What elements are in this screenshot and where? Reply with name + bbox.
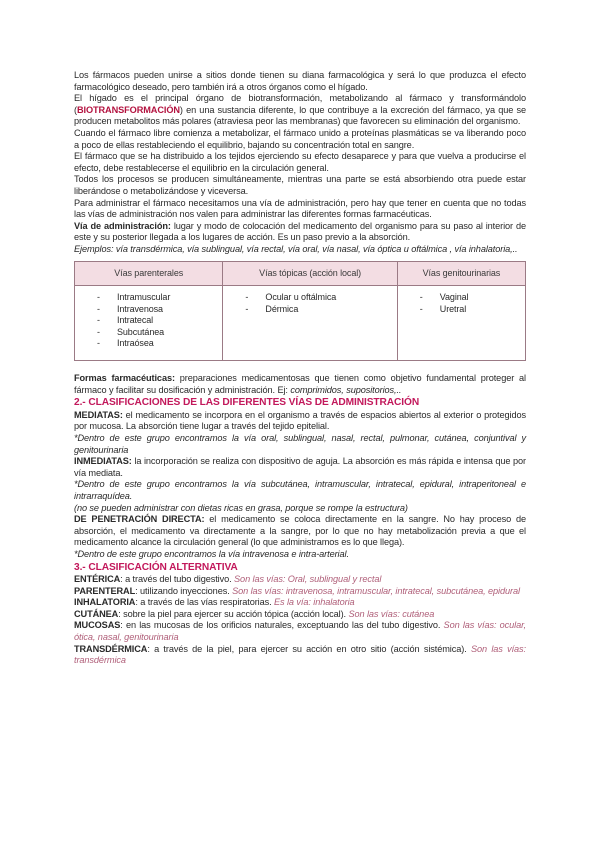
table-header-cell: Vías parenterales <box>75 261 223 286</box>
definition-formas-farmaceuticas <box>74 373 526 396</box>
text-segment: : sobre la piel para ejercer su acción tópica (acción local). <box>118 608 349 619</box>
definition-inmediatas <box>74 456 526 479</box>
text-segment: el medicamento se coloca directamente en la sangre. No hay proceso de absorción, el medicamento va directamente a la sangre, por lo que no hay metabolización previa a que el medicamento alcance la circulación general (lo que administramos es lo que llega). <box>74 514 526 548</box>
formas-examples: comprimidos, supositorios,.. <box>290 384 402 395</box>
vias-mucosas: Son las vías: ocular, ótica, nasal, genitourinaria <box>74 620 527 643</box>
list-item: - Intravenosa <box>97 304 218 316</box>
term-inhalatoria: INHALATORIA <box>74 597 136 608</box>
vias-table <box>74 261 526 362</box>
list-item: - Intraósea <box>97 338 218 350</box>
text-segment: la incorporación se realiza con dispositivo de aguja. La absorción es más rápida e intensa que por vía mediata. <box>74 456 526 478</box>
text-segment: : en las mucosas de los orificios naturales, exceptuando las del tubo digestivo. <box>120 620 444 631</box>
term-mucosas: MUCOSAS <box>74 620 121 631</box>
table-header-row <box>75 261 526 286</box>
table-cell-genitourinarias <box>397 286 525 361</box>
definition-mediatas <box>74 410 526 433</box>
definition-via-administracion <box>74 221 526 244</box>
item-mucosas <box>74 620 526 643</box>
paragraph-procesos: Todos los procesos se producen simultáneamente, mientras una parte se está absorbiendo otra puede estar liberándose o metabolizándose y viceversa. <box>74 174 526 196</box>
term-enterica: ENTÉRICA <box>74 574 121 585</box>
term-parenteral: PARENTERAL <box>74 585 136 596</box>
vias-transdermica: Son las vías: transdérmica <box>74 643 526 666</box>
term-biotransformacion: BIOTRANSFORMACIÓN <box>76 104 180 115</box>
list-item: - Subcutánea <box>97 327 218 339</box>
item-inhalatoria <box>74 597 526 609</box>
list-item: - Intratecal <box>97 315 218 327</box>
text-segment: : utilizando inyecciones. <box>135 585 233 596</box>
list-genitourinarias <box>402 292 521 315</box>
vias-enterica: Son las vías: Oral, sublingual y rectal <box>234 574 382 585</box>
term-penetracion-directa: DE PENETRACIÓN DIRECTA: <box>74 514 205 525</box>
section-2-heading: 2.- CLASIFICACIONES DE LAS DIFERENTES VÍAS DE ADMINISTRACIÓN <box>74 397 420 409</box>
list-item: - Vaginal <box>420 292 521 304</box>
item-transdermica <box>74 644 526 667</box>
list-parenterales <box>79 292 218 350</box>
term-via-administracion: Vía de administración: <box>74 220 171 231</box>
table-row <box>75 286 526 361</box>
vias-inhalatoria: Es la vía: inhalatoria <box>274 597 355 608</box>
note-penetracion-directa: *Dentro de este grupo encontramos la vía intravenosa e intra-arterial. <box>74 548 349 559</box>
text-segment: El hígado es el principal órgano de biotransformación, metabolizando al fármaco y transformándolo ( <box>74 93 526 115</box>
text-segment: : a través de las vías respiratorias. <box>135 597 275 608</box>
term-transdermica: TRANSDÉRMICA <box>74 643 148 654</box>
note-inmediatas: *Dentro de este grupo encontramos la vía subcutánea, intramuscular, intratecal, epidural, intraperitoneal e intrarraquídea. <box>74 479 526 501</box>
item-cutanea <box>74 609 526 621</box>
paragraph-administrar: Para administrar el fármaco necesitamos una vía de administración, pero hay que tener en cuenta que no todas las vías de administración nos valen para administrar las diferentes formas farmacéuticas. <box>74 197 526 220</box>
item-enterica <box>74 574 526 586</box>
vias-cutanea: Son las vías: cutánea <box>348 608 435 619</box>
text-segment: lugar y modo de colocación del medicamento del organismo para su paso al interior de este y su posterior llegada a los lugares de acción. Es un paso previo a la absorción. <box>74 220 527 243</box>
term-formas-farmaceuticas: Formas farmacéuticas: <box>74 373 175 383</box>
text-segment: ) en una sustancia diferente, lo que contribuye a la excreción del fármaco, ya que se producen metabolitos más polares (atraviesa peor las membranas) que favorecen su eliminación del organismo. <box>74 104 526 127</box>
text-segment: el medicamento se incorpora en el organismo a través de espacios abiertos al exterior o protegidos por mucosa. La absorción tiene lugar a través del tejido epitelial. <box>74 409 526 432</box>
table-header-cell: Vías genitourinarias <box>397 261 525 286</box>
section-3-heading: 3.- CLASIFICACIÓN ALTERNATIVA <box>74 561 238 573</box>
paragraph-biotransformacion <box>74 93 526 128</box>
list-item: - Intramuscular <box>97 292 218 304</box>
list-item: - Dérmica <box>245 304 392 316</box>
vias-parenteral: Son las vías: intravenosa, intramuscular, intratecal, subcutánea, epidural <box>232 585 520 596</box>
text-segment: : a través del tubo digestivo. <box>120 574 235 585</box>
via-examples: Ejemplos: vía transdérmica, vía sublingual, vía rectal, vía oral, vía nasal, vía óptica u oftálmica , vía inhalatoria,.. <box>74 243 518 254</box>
term-mediatas: MEDIATAS: <box>74 409 123 420</box>
table-header-cell: Vías tópicas (acción local) <box>223 261 397 286</box>
paragraph-equilibrio: El fármaco que se ha distribuido a los tejidos ejerciendo su efecto desaparece y para que vuelva a producirse el efecto, debe restablecerse el equilibrio en la circulación general. <box>74 151 526 173</box>
paragraph-farmaco-libre: Cuando el fármaco libre comienza a metabolizar, el fármaco unido a proteínas plasmáticas se va liberando poco a poco de ellas restableciendo el equilibrio, bajando su concentración total en sangre. <box>74 127 526 150</box>
table-cell-topicas <box>223 286 397 361</box>
text-segment: preparaciones medicamentosas que tienen como objetivo fundamental proteger al fármaco y facilitar su dosificación y administración. Ej: <box>74 373 526 395</box>
document-page <box>74 70 526 667</box>
item-parenteral <box>74 586 526 598</box>
table-cell-parenterales <box>75 286 223 361</box>
list-topicas <box>227 292 392 315</box>
note-inmediatas-grasa: (no se pueden administrar con dietas ricas en grasa, porque se rompe la estructura) <box>74 502 408 513</box>
list-item: - Uretral <box>420 304 521 316</box>
paragraph-diana: Los fármacos pueden unirse a sitios donde tienen su diana farmacológica y será lo que produzca el efecto farmacológico deseado, pero también irá a otros órganos como el hígado. <box>74 70 526 92</box>
term-inmediatas: INMEDIATAS: <box>74 456 132 467</box>
list-item: - Ocular u oftálmica <box>245 292 392 304</box>
note-mediatas: *Dentro de este grupo encontramos la vía oral, sublingual, nasal, rectal, pulmonar, cutánea, conjuntival y genitourinaria <box>74 432 526 455</box>
text-segment: : a través de la piel, para ejercer su acción en otro sitio (acción sistémica). <box>147 643 471 654</box>
term-cutanea: CUTÁNEA <box>74 608 119 619</box>
definition-penetracion-directa <box>74 514 526 549</box>
